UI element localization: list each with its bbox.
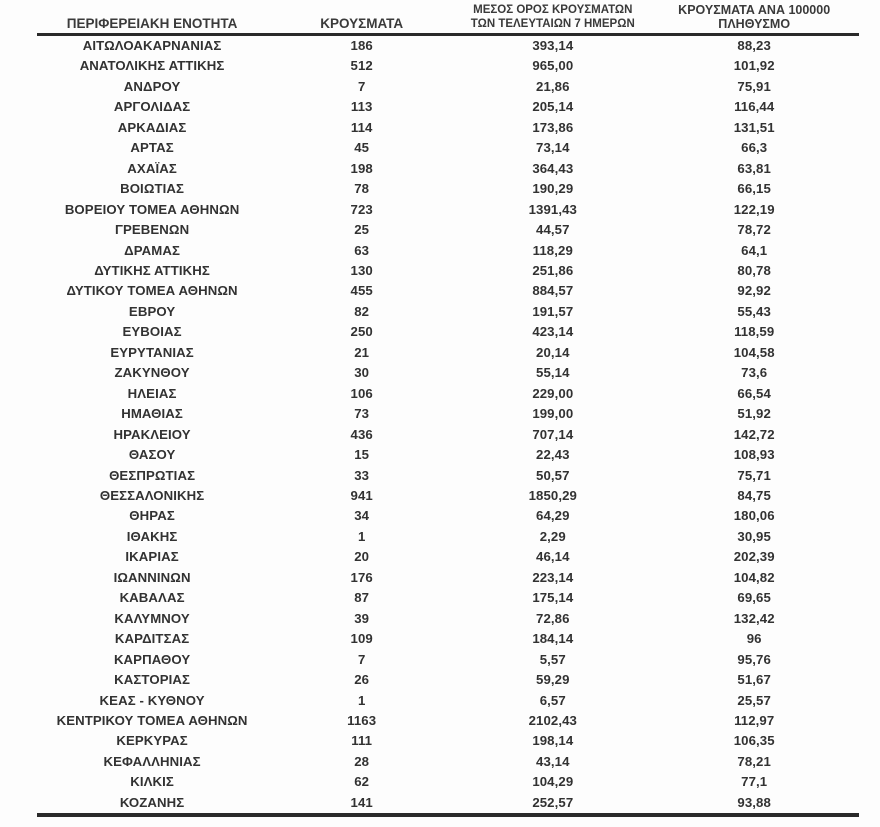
table-row — [37, 506, 859, 526]
table-row — [37, 56, 859, 76]
table-row — [37, 302, 859, 322]
table-row — [37, 793, 859, 815]
table-row — [37, 261, 859, 281]
per-100k-cell: 95,76 — [737, 651, 771, 667]
avg-7day-cell: 43,14 — [536, 753, 570, 769]
per-100k-cell: 93,88 — [737, 794, 771, 810]
avg-7day-cell: 175,14 — [532, 590, 574, 606]
per-100k-cell: 116,44 — [734, 99, 775, 115]
cases-count-cell: 82 — [354, 303, 370, 319]
cases-count-cell: 1 — [357, 692, 366, 708]
per-100k-cell: 30,95 — [737, 528, 771, 544]
avg-7day-cell: 55,14 — [536, 365, 570, 381]
per-100k-cell: 69,65 — [737, 590, 771, 606]
table-header-row — [37, 3, 859, 35]
avg-7day-cell: 223,14 — [532, 569, 574, 585]
per-100k-cell: 131,51 — [733, 119, 775, 135]
region-name-cell: ΑΝΑΤΟΛΙΚΗΣ ΑΤΤΙΚΗΣ — [79, 58, 225, 74]
per-100k-cell: 78,72 — [737, 222, 771, 238]
cases-count-cell: 198 — [350, 160, 373, 176]
region-name-cell: ΑΝΔΡΟΥ — [123, 78, 181, 94]
region-name-cell: ΚΟΖΑΝΗΣ — [119, 794, 185, 810]
table-row — [37, 138, 859, 158]
per-100k-cell: 80,78 — [737, 262, 771, 278]
avg-7day-cell: 20,14 — [536, 344, 570, 360]
cases-count-cell: 113 — [350, 99, 373, 115]
cases-count-cell: 941 — [350, 487, 373, 503]
per-100k-cell: 96 — [746, 631, 762, 647]
per-100k-cell: 77,1 — [741, 774, 768, 790]
avg-7day-cell: 6,57 — [539, 692, 566, 708]
region-name-cell: ΙΚΑΡΙΑΣ — [125, 549, 179, 565]
per-100k-cell: 66,3 — [741, 140, 768, 156]
region-name-cell: ΓΡΕΒΕΝΩΝ — [114, 222, 190, 238]
col-header-per-100k-line1: ΚΡΟΥΣΜΑΤΑ ΑΝΑ 100000 — [678, 3, 831, 17]
avg-7day-cell: 2,29 — [539, 528, 566, 544]
region-name-cell: ΚΑΡΔΙΤΣΑΣ — [114, 631, 190, 647]
avg-7day-cell: 73,14 — [536, 140, 570, 156]
cases-count-cell: 73 — [354, 406, 370, 422]
avg-7day-cell: 104,29 — [532, 774, 574, 790]
col-header-cases — [267, 3, 456, 35]
per-100k-cell: 142,72 — [733, 426, 775, 442]
cases-count-cell: 106 — [350, 385, 373, 401]
region-name-cell: ΘΕΣΠΡΩΤΙΑΣ — [109, 467, 196, 483]
cases-count-cell: 20 — [354, 549, 370, 565]
table-row — [37, 731, 859, 751]
avg-7day-cell: 251,86 — [532, 262, 574, 278]
avg-7day-cell: 64,29 — [536, 508, 570, 524]
avg-7day-cell: 184,14 — [532, 631, 574, 647]
per-100k-cell: 51,67 — [737, 672, 771, 688]
cases-count-cell: 25 — [354, 222, 370, 238]
region-name-cell: ΕΒΡΟΥ — [128, 303, 176, 319]
table-row — [37, 588, 859, 608]
per-100k-cell: 180,06 — [733, 508, 775, 524]
region-name-cell: ΗΡΑΚΛΕΙΟΥ — [113, 426, 191, 442]
per-100k-cell: 106,35 — [733, 733, 775, 749]
avg-7day-cell: 423,14 — [532, 324, 574, 340]
table-row — [37, 629, 859, 649]
per-100k-cell: 92,92 — [737, 283, 771, 299]
cases-count-cell: 1 — [357, 528, 366, 544]
per-100k-cell: 66,54 — [737, 385, 771, 401]
avg-7day-cell: 1391,43 — [528, 201, 577, 217]
region-name-cell: ΒΟΡΕΙΟΥ ΤΟΜΕΑ ΑΘΗΝΩΝ — [64, 201, 240, 217]
avg-7day-cell: 50,57 — [536, 467, 570, 483]
table-row — [37, 650, 859, 670]
regional-cases-table — [37, 3, 859, 817]
table-row — [37, 384, 859, 404]
avg-7day-cell: 72,86 — [536, 610, 570, 626]
cases-count-cell: 21 — [354, 344, 370, 360]
cases-count-cell: 723 — [350, 201, 373, 217]
cases-count-cell: 45 — [354, 140, 370, 156]
avg-7day-cell: 21,86 — [536, 78, 570, 94]
avg-7day-cell: 229,00 — [532, 385, 574, 401]
table-row — [37, 486, 859, 506]
table-row — [37, 445, 859, 465]
cases-count-cell: 78 — [354, 181, 370, 197]
cases-count-cell: 436 — [350, 426, 373, 442]
per-100k-cell: 75,71 — [737, 467, 771, 483]
region-name-cell: ΚΑΣΤΟΡΙΑΣ — [114, 672, 190, 688]
col-header-avg-7day-line2: ΤΩΝ ΤΕΛΕΥΤΑΙΩΝ 7 ΗΜΕΡΩΝ — [470, 18, 635, 30]
col-header-region — [37, 3, 267, 35]
table-row — [37, 547, 859, 567]
table-row — [37, 77, 859, 97]
avg-7day-cell: 118,29 — [532, 242, 573, 258]
per-100k-cell: 122,19 — [733, 201, 775, 217]
table-row — [37, 97, 859, 117]
per-100k-cell: 104,82 — [733, 569, 775, 585]
avg-7day-cell: 59,29 — [536, 672, 570, 688]
col-header-per-100k — [649, 3, 859, 35]
table-row — [37, 425, 859, 445]
table-body — [37, 35, 859, 816]
table-row — [37, 343, 859, 363]
avg-7day-cell: 190,29 — [532, 181, 574, 197]
region-name-cell: ΘΗΡΑΣ — [129, 508, 175, 524]
cases-count-cell: 250 — [350, 324, 373, 340]
avg-7day-cell: 965,00 — [532, 58, 574, 74]
avg-7day-cell: 364,43 — [532, 160, 574, 176]
region-name-cell: ΕΥΒΟΙΑΣ — [122, 324, 182, 340]
table-row — [37, 281, 859, 301]
region-name-cell: ΚΙΛΚΙΣ — [130, 774, 174, 790]
avg-7day-cell: 44,57 — [536, 222, 570, 238]
per-100k-cell: 55,43 — [737, 303, 771, 319]
region-name-cell: ΑΧΑΪΑΣ — [127, 160, 177, 176]
table-row — [37, 466, 859, 486]
region-name-cell: ΙΘΑΚΗΣ — [126, 528, 178, 544]
cases-count-cell: 30 — [354, 365, 370, 381]
table-row — [37, 322, 859, 342]
cases-count-cell: 26 — [354, 672, 370, 688]
region-name-cell: ΚΕΑΣ - ΚΥΘΝΟΥ — [99, 692, 205, 708]
cases-count-cell: 87 — [354, 590, 370, 606]
table-header — [37, 3, 859, 35]
per-100k-cell: 64,1 — [741, 242, 768, 258]
per-100k-cell: 73,6 — [741, 365, 768, 381]
cases-count-cell: 7 — [357, 651, 366, 667]
region-name-cell: ΚΑΛΥΜΝΟΥ — [114, 610, 190, 626]
region-name-cell: ΔΡΑΜΑΣ — [124, 242, 180, 258]
region-name-cell: ΘΕΣΣΑΛΟΝΙΚΗΣ — [99, 487, 205, 503]
avg-7day-cell: 5,57 — [539, 651, 566, 667]
avg-7day-cell: 1850,29 — [528, 487, 577, 503]
cases-count-cell: 455 — [350, 283, 373, 299]
region-name-cell: ΚΑΡΠΑΘΟΥ — [113, 651, 191, 667]
table-row — [37, 200, 859, 220]
col-header-region-label: ΠΕΡΙΦΕΡΕΙΑΚΗ ΕΝΟΤΗΤΑ — [66, 16, 238, 31]
cases-count-cell: 111 — [351, 733, 373, 749]
table-row — [37, 220, 859, 240]
avg-7day-cell: 393,14 — [532, 38, 574, 53]
col-header-avg-7day-line1: ΜΕΣΟΣ ΟΡΟΣ ΚΡΟΥΣΜΑΤΩΝ — [473, 4, 633, 16]
per-100k-cell: 108,93 — [733, 447, 775, 463]
region-name-cell: ΗΛΕΙΑΣ — [127, 385, 177, 401]
per-100k-cell: 63,81 — [737, 160, 771, 176]
region-name-cell: ΚΕΡΚΥΡΑΣ — [116, 733, 188, 749]
cases-count-cell: 39 — [354, 610, 370, 626]
cases-count-cell: 33 — [354, 467, 370, 483]
region-name-cell: ΖΑΚΥΝΘΟΥ — [114, 365, 190, 381]
col-header-per-100k-line2: ΠΛΗΘΥΣΜΟ — [718, 17, 791, 31]
per-100k-cell: 84,75 — [737, 487, 771, 503]
per-100k-cell: 202,39 — [733, 549, 775, 565]
per-100k-cell: 112,97 — [734, 712, 775, 728]
col-header-cases-label: ΚΡΟΥΣΜΑΤΑ — [320, 16, 404, 31]
avg-7day-cell: 191,57 — [532, 303, 574, 319]
region-name-cell: ΔΥΤΙΚΗΣ ΑΤΤΙΚΗΣ — [94, 262, 210, 278]
per-100k-cell: 25,57 — [737, 692, 771, 708]
table-row — [37, 179, 859, 199]
avg-7day-cell: 707,14 — [532, 426, 574, 442]
avg-7day-cell: 205,14 — [532, 99, 574, 115]
table-row — [37, 159, 859, 179]
table-row — [37, 609, 859, 629]
region-name-cell: ΕΥΡΥΤΑΝΙΑΣ — [110, 344, 194, 360]
avg-7day-cell: 46,14 — [536, 549, 570, 565]
cases-count-cell: 7 — [357, 78, 366, 94]
avg-7day-cell: 884,57 — [532, 283, 574, 299]
region-name-cell: ΒΟΙΩΤΙΑΣ — [120, 181, 185, 197]
cases-count-cell: 130 — [350, 262, 373, 278]
cases-count-cell: 114 — [350, 119, 373, 135]
table-row — [37, 752, 859, 772]
region-name-cell: ΗΜΑΘΙΑΣ — [121, 406, 183, 422]
avg-7day-cell: 199,00 — [532, 406, 574, 422]
avg-7day-cell: 22,43 — [536, 447, 570, 463]
per-100k-cell: 78,21 — [737, 753, 771, 769]
cases-count-cell: 141 — [350, 794, 373, 810]
per-100k-cell: 75,91 — [737, 78, 771, 94]
region-name-cell: ΚΑΒΑΛΑΣ — [119, 590, 185, 606]
region-name-cell: ΑΡΓΟΛΙΔΑΣ — [113, 99, 191, 115]
cases-count-cell: 512 — [350, 58, 373, 74]
cases-count-cell: 1163 — [347, 712, 377, 728]
avg-7day-cell: 173,86 — [532, 119, 574, 135]
table-row — [37, 35, 859, 57]
region-name-cell: ΑΡΤΑΣ — [130, 140, 174, 156]
region-name-cell: ΙΩΑΝΝΙΝΩΝ — [113, 569, 191, 585]
per-100k-cell: 101,92 — [733, 58, 775, 74]
per-100k-cell: 66,15 — [737, 181, 771, 197]
avg-7day-cell: 2102,43 — [528, 712, 577, 728]
cases-count-cell: 109 — [350, 631, 373, 647]
cases-count-cell: 34 — [354, 508, 370, 524]
cases-count-cell: 62 — [354, 774, 370, 790]
per-100k-cell: 104,58 — [733, 344, 775, 360]
table-row — [37, 772, 859, 792]
per-100k-cell: 88,23 — [737, 38, 771, 53]
table-row — [37, 527, 859, 547]
table-row — [37, 670, 859, 690]
table-row — [37, 691, 859, 711]
region-name-cell: ΑΡΚΑΔΙΑΣ — [117, 119, 187, 135]
cases-count-cell: 28 — [354, 753, 370, 769]
table-row — [37, 711, 859, 731]
cases-count-cell: 176 — [350, 569, 373, 585]
per-100k-cell: 118,59 — [734, 324, 775, 340]
cases-count-cell: 15 — [354, 447, 370, 463]
region-name-cell: ΑΙΤΩΛΟΑΚΑΡΝΑΝΙΑΣ — [82, 38, 222, 53]
table-row — [37, 241, 859, 261]
region-name-cell: ΚΕΝΤΡΙΚΟΥ ΤΟΜΕΑ ΑΘΗΝΩΝ — [56, 712, 248, 728]
cases-count-cell: 63 — [354, 242, 370, 258]
per-100k-cell: 132,42 — [733, 610, 775, 626]
region-name-cell: ΚΕΦΑΛΛΗΝΙΑΣ — [103, 753, 201, 769]
table-row — [37, 118, 859, 138]
avg-7day-cell: 198,14 — [532, 733, 574, 749]
table-row — [37, 363, 859, 383]
cases-count-cell: 186 — [350, 38, 373, 53]
col-header-avg-7day — [456, 3, 649, 35]
avg-7day-cell: 252,57 — [532, 794, 574, 810]
table-row — [37, 404, 859, 424]
table-row — [37, 568, 859, 588]
region-name-cell: ΔΥΤΙΚΟΥ ΤΟΜΕΑ ΑΘΗΝΩΝ — [66, 283, 238, 299]
per-100k-cell: 51,92 — [737, 406, 771, 422]
region-name-cell: ΘΑΣΟΥ — [128, 447, 176, 463]
